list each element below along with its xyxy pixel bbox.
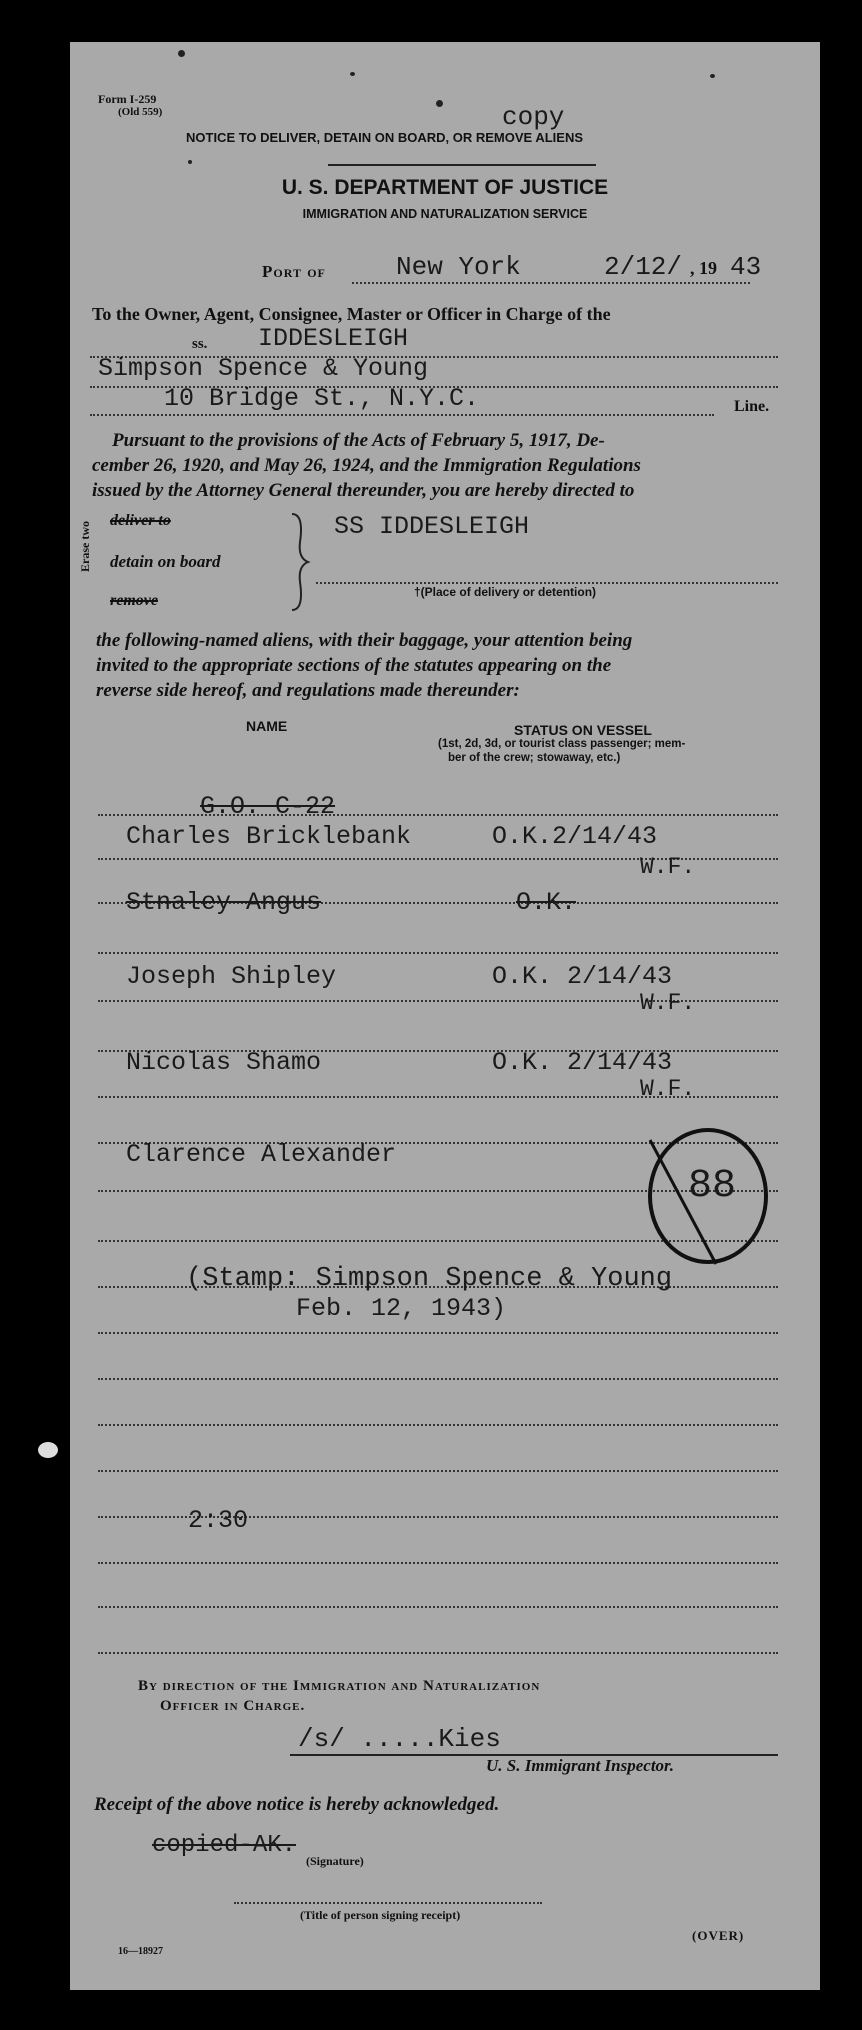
directive-text: issued by the Attorney General thereunder, you are hereby directed to bbox=[92, 480, 635, 501]
title-divider bbox=[328, 164, 596, 166]
port-year: 43 bbox=[730, 252, 762, 282]
notice-title: NOTICE TO DELIVER, DETAIN ON BOARD, OR REMOVE ALIENS bbox=[186, 130, 584, 145]
alien-name: Joseph Shipley bbox=[126, 962, 337, 991]
row-line bbox=[98, 1652, 778, 1654]
row-line bbox=[98, 1562, 778, 1564]
alien-initials: W.F. bbox=[640, 990, 696, 1016]
time-note: 2:30 bbox=[188, 1506, 249, 1535]
service-name: IMMIGRATION AND NATURALIZATION SERVICE bbox=[302, 207, 588, 221]
title-line bbox=[234, 1902, 542, 1904]
row-line bbox=[98, 1378, 778, 1380]
stamp-line: (Stamp: Simpson Spence & Young bbox=[186, 1264, 673, 1294]
port-label: Port of bbox=[262, 262, 326, 281]
ink-speck bbox=[188, 160, 192, 164]
address-line bbox=[90, 414, 714, 416]
inspector-signature: /s/ .....Kies bbox=[298, 1724, 501, 1754]
alien-initials: W.F. bbox=[640, 854, 696, 880]
title-caption: (Title of person signing receipt) bbox=[300, 1908, 461, 1922]
signature-caption: (Signature) bbox=[306, 1854, 364, 1868]
following-text: reverse side hereof, and regulations made thereunder: bbox=[96, 680, 520, 701]
year-prefix: , 19 bbox=[690, 258, 717, 278]
ink-speck bbox=[710, 74, 715, 78]
alien-name: Nicolas Shamo bbox=[126, 1048, 322, 1077]
row-line bbox=[98, 1606, 778, 1608]
status-column-subheader: (1st, 2d, 3d, or tourist class passenger; mem- bbox=[438, 738, 686, 750]
old-form-number: (Old 559) bbox=[118, 106, 163, 118]
receipt-signature: copied-AK. bbox=[152, 1832, 297, 1859]
brace-icon bbox=[286, 512, 312, 612]
over-mark: (OVER) bbox=[692, 1928, 745, 1943]
form-number: Form I-259 bbox=[98, 92, 157, 106]
option-detain: detain on board bbox=[110, 552, 221, 571]
alien-status: O.K. 2/14/43 bbox=[492, 962, 673, 991]
inspector-title: U. S. Immigrant Inspector. bbox=[486, 1756, 674, 1775]
port-date: 2/12/ bbox=[604, 252, 683, 282]
name-column-header: NAME bbox=[246, 718, 288, 734]
row-line bbox=[98, 952, 778, 954]
following-text: invited to the appropriate sections of the statutes appearing on the bbox=[96, 655, 612, 676]
alien-name: Stnaley Angus bbox=[126, 888, 322, 917]
receipt-text: Receipt of the above notice is hereby acknowledged. bbox=[94, 1794, 500, 1815]
following-text: the following-named aliens, with their baggage, your attention being bbox=[96, 630, 633, 651]
delivery-place: SS IDDESLEIGH bbox=[334, 512, 530, 541]
agent-name: Simpson Spence & Young bbox=[98, 354, 429, 383]
line-label: Line. bbox=[734, 398, 770, 415]
option-deliver: deliver to bbox=[110, 512, 171, 529]
port-name: New York bbox=[396, 252, 521, 282]
addressee-intro: To the Owner, Agent, Consignee, Master or Officer in Charge of the bbox=[92, 304, 611, 324]
row-line bbox=[98, 1332, 778, 1334]
copy-mark: copy bbox=[502, 102, 565, 132]
scan-hole bbox=[38, 1442, 58, 1458]
port-line bbox=[352, 282, 750, 284]
alien-initials: W.F. bbox=[640, 1076, 696, 1102]
alien-name: G.O. C-22 bbox=[200, 792, 336, 821]
delivery-line bbox=[316, 582, 778, 584]
vessel-name: IDDESLEIGH bbox=[258, 324, 409, 353]
ss-label: ss. bbox=[192, 336, 208, 352]
ink-speck bbox=[178, 50, 185, 57]
stamp-date: Feb. 12, 1943) bbox=[296, 1294, 507, 1323]
agent-address: 10 Bridge St., N.Y.C. bbox=[164, 384, 480, 413]
form-sheet bbox=[70, 42, 820, 1990]
direction-text: Officer in Charge. bbox=[160, 1698, 306, 1714]
direction-text: By direction of the Immigration and Naturalization bbox=[138, 1678, 541, 1694]
erase-two-label: Erase two bbox=[78, 521, 92, 572]
delivery-caption: †(Place of delivery or detention) bbox=[414, 585, 597, 599]
circled-number: 88 bbox=[688, 1164, 737, 1209]
status-column-header: STATUS ON VESSEL bbox=[514, 722, 652, 738]
status-column-subheader: ber of the crew; stowaway, etc.) bbox=[448, 752, 621, 764]
row-line bbox=[98, 1424, 778, 1426]
ink-speck bbox=[350, 72, 355, 76]
form-code: 16—18927 bbox=[118, 1946, 163, 1957]
alien-name: Clarence Alexander bbox=[126, 1140, 397, 1169]
directive-text: cember 26, 1920, and May 26, 1924, and the Immigration Regulations bbox=[92, 455, 641, 476]
directive-text: Pursuant to the provisions of the Acts of February 5, 1917, De- bbox=[112, 430, 605, 451]
option-remove: remove bbox=[110, 592, 158, 609]
alien-status: O.K. 2/14/43 bbox=[492, 1048, 673, 1077]
row-line bbox=[98, 1470, 778, 1472]
alien-status: O.K. bbox=[516, 888, 577, 917]
ink-speck bbox=[436, 100, 443, 107]
department-name: U. S. DEPARTMENT OF JUSTICE bbox=[281, 176, 609, 199]
alien-name: Charles Bricklebank bbox=[126, 822, 412, 851]
alien-status: O.K.2/14/43 bbox=[492, 822, 658, 851]
